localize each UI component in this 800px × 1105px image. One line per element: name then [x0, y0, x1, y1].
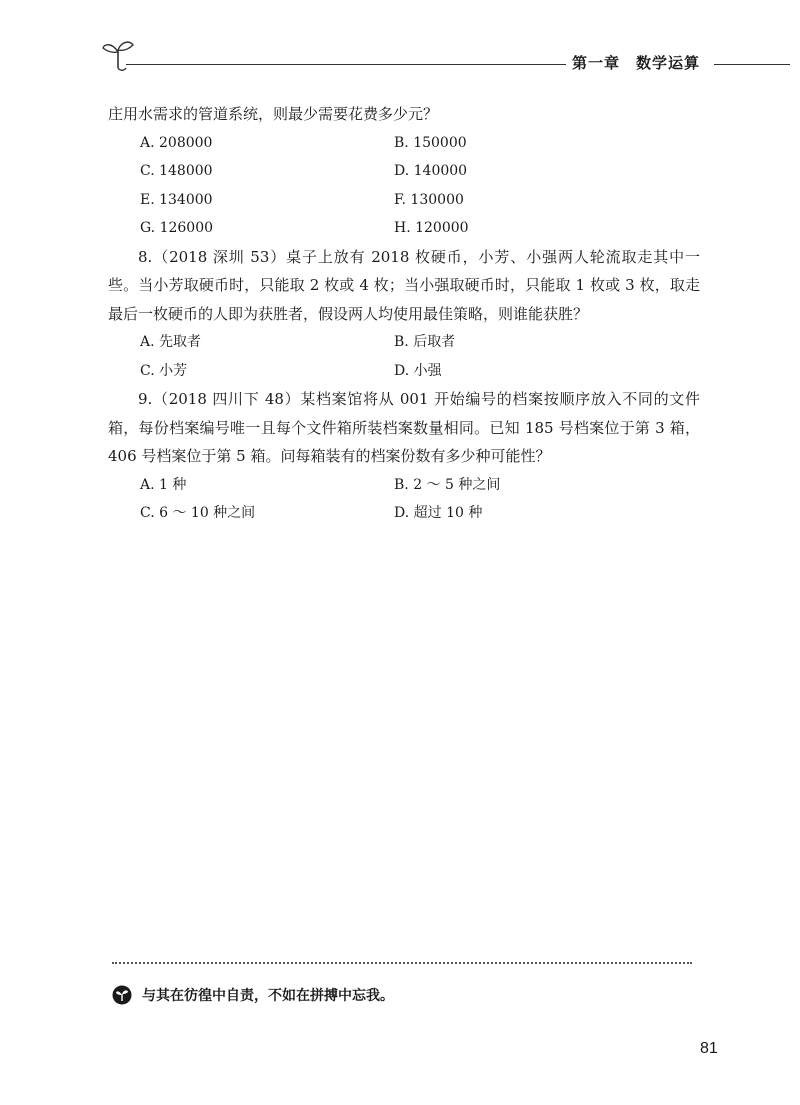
option: C. 148000: [140, 163, 213, 179]
question-options: [108, 328, 700, 385]
option: G. 126000: [140, 220, 214, 236]
option: B. 后取者: [394, 334, 456, 350]
option: E. 134000: [140, 191, 213, 208]
question-8-text: 8.（2018 深圳 53）桌子上放有 2018 枚硬币，小芳、小强两人轮流取走其中一些。当小芳取硬币时，只能取 2 枚或 4 枚；当小强取硬币时，只能取 1 枚或 3 枚，取走最后一枚硬币的人即为获胜者，假设两人均使用最佳策略，则谁能获胜？: [108, 247, 700, 323]
option: B. 150000: [394, 134, 467, 151]
option: A. 先取者: [140, 334, 202, 350]
chapter-title: 第一章 数学运算: [572, 54, 701, 72]
footer-rule: [112, 962, 692, 964]
header-rule: [126, 64, 566, 65]
option: A. 1 种: [140, 476, 187, 493]
question-9-text: 9.（2018 四川下 48）某档案馆将从 001 开始编号的档案按顺序放入不同的文件箱，每份档案编号唯一且每个文件箱所装档案数量相同。已知 185 号档案位于第 3 箱，406 号档案位于第 5 箱。问每箱装有的档案份数有多少种可能性？: [108, 390, 700, 465]
footer-motto: [112, 984, 394, 1006]
option: D. 超过 10 种: [394, 505, 483, 521]
motto-text: 与其在彷徨中自责，不如在拼搏中忘我。: [142, 988, 394, 1004]
page-content: [108, 100, 700, 528]
option: D. 140000: [394, 163, 468, 179]
option: C. 小芳: [140, 362, 188, 379]
option: F. 130000: [394, 191, 464, 208]
question-options: [108, 471, 700, 528]
page-number: 81: [700, 1040, 718, 1057]
option: A. 208000: [140, 134, 213, 151]
header-rule-right: [714, 64, 790, 65]
option: D. 小强: [394, 362, 442, 379]
question-continuation-text: 庄用水需求的管道系统，则最少需要花费多少元？: [108, 105, 439, 123]
page-header: [100, 38, 790, 78]
option: C. 6 ～ 10 种之间: [140, 505, 256, 521]
question-options: [108, 129, 700, 243]
sprout-icon: [100, 38, 136, 72]
option: H. 120000: [394, 220, 469, 236]
sprout-badge-icon: [112, 985, 132, 1005]
option: B. 2 ～ 5 种之间: [394, 476, 501, 493]
